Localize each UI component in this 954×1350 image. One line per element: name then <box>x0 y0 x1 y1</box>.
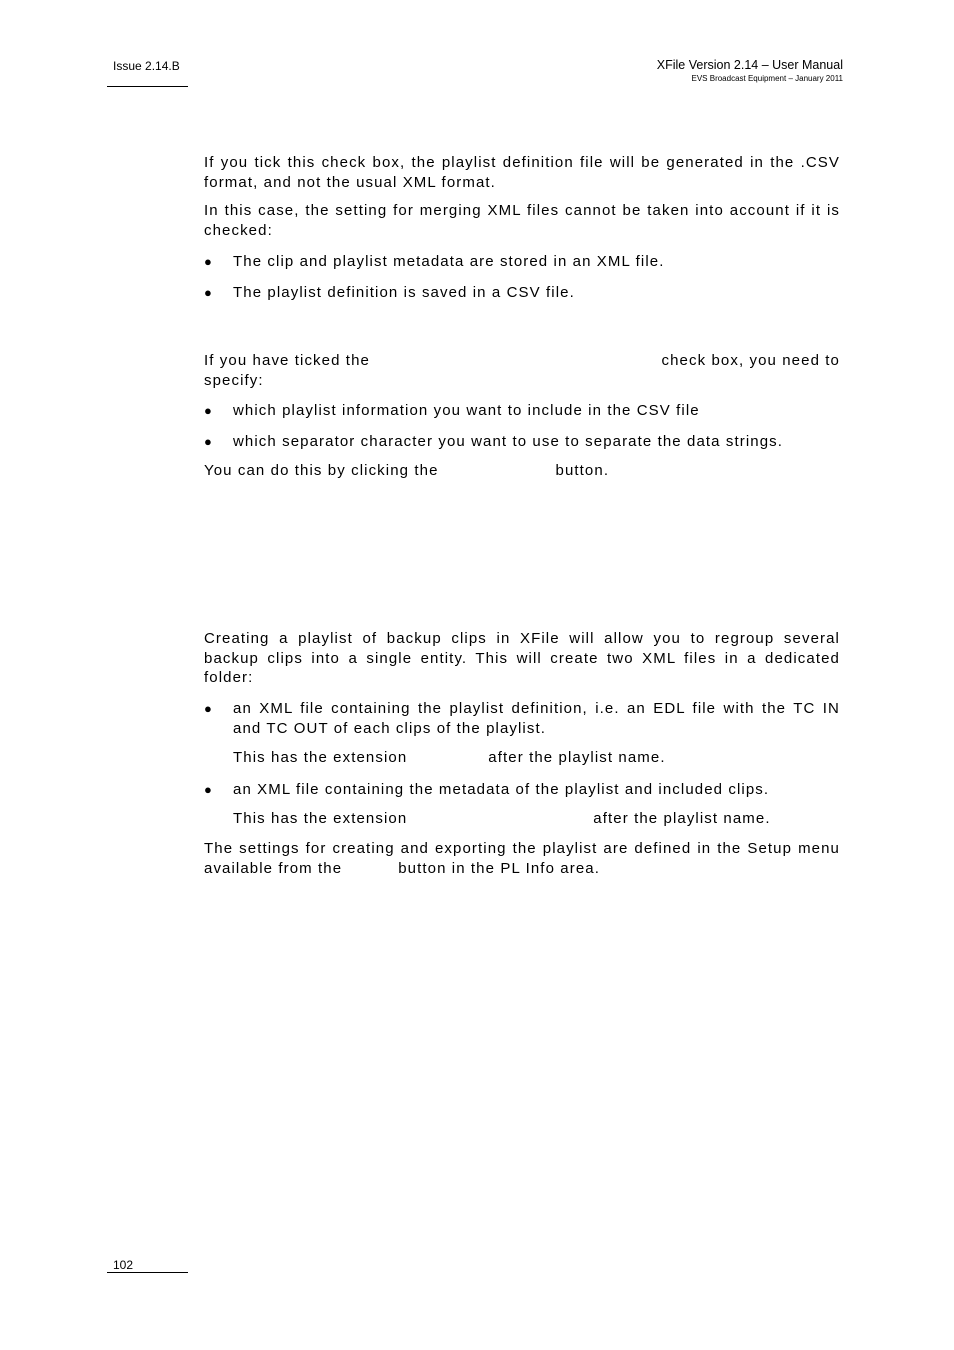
header-title: XFile Version 2.14 – User Manual <box>656 58 843 72</box>
paragraph-merge-setting <box>204 201 840 240</box>
paragraph-csv-format <box>204 153 840 192</box>
header-right <box>657 58 843 84</box>
paragraph-specify <box>204 351 840 390</box>
paragraph-setup-menu <box>204 839 840 878</box>
paragraph-text: button in the PL Info area. <box>398 859 600 877</box>
list-item <box>204 699 840 738</box>
paragraph-text: button. <box>555 462 610 479</box>
paragraph-text: Creating a playlist of backup clips in XFile will allow you to regroup several backup clips into a single entity. This will create two XML files in a dedicated folder: <box>204 630 840 686</box>
footer-rule <box>107 1272 188 1273</box>
list-item <box>204 252 840 272</box>
list-item-text: The playlist definition is saved in a CSV file. <box>233 284 575 301</box>
paragraph-text: available from the <box>204 859 343 877</box>
list-item-text: which separator character you want to use to separate the data strings. <box>233 433 784 450</box>
bullet-icon: ● <box>204 782 213 797</box>
list-item-text: This has the extension <box>233 810 408 827</box>
paragraph-text: check box, you need to <box>661 352 840 369</box>
header-rule <box>107 86 188 87</box>
bullet-icon: ● <box>204 701 213 716</box>
list-item-text: after the playlist name. <box>593 810 771 827</box>
bullet-icon: ● <box>204 434 213 449</box>
list-item-sub <box>204 809 840 829</box>
paragraph-text: specify: <box>204 371 264 389</box>
list-item-text: an XML file containing the playlist definition, i.e. an EDL file with the TC IN and TC OUT of each clips of the playlist. <box>233 700 840 737</box>
bullet-icon: ● <box>204 254 213 269</box>
page-number: 102 <box>113 1258 134 1272</box>
list-item-sub <box>204 748 840 768</box>
list-item-text: an XML file containing the metadata of the playlist and included clips. <box>233 781 770 798</box>
paragraph-text: The settings for creating and exporting the playlist are defined in the Setup menu <box>204 840 840 857</box>
bullet-icon: ● <box>204 285 213 300</box>
list-item-text: which playlist information you want to include in the CSV file <box>233 402 700 419</box>
header-subtitle: EVS Broadcast Equipment – January 2011 <box>691 74 843 83</box>
list-item-text: The clip and playlist metadata are stored in an XML file. <box>233 253 665 270</box>
paragraph-text: If you tick this check box, the playlist definition file will be generated in the .CSV format, and not the usual XML format. <box>204 154 840 191</box>
paragraph-text: You can do this by clicking the <box>204 462 439 479</box>
list-item <box>204 283 840 303</box>
list-item <box>204 780 840 800</box>
list-item <box>204 401 840 421</box>
paragraph-click-button <box>204 461 840 481</box>
paragraph-text: In this case, the setting for merging XML files cannot be taken into account if it is checked: <box>204 202 840 239</box>
list-item-text: after the playlist name. <box>488 749 666 766</box>
paragraph-text: If you have ticked the <box>204 352 370 369</box>
bullet-icon: ● <box>204 403 213 418</box>
header-issue: Issue 2.14.B <box>113 59 180 73</box>
list-item <box>204 432 840 452</box>
list-item-text: This has the extension <box>233 749 408 766</box>
paragraph-playlist-backup <box>204 629 840 688</box>
